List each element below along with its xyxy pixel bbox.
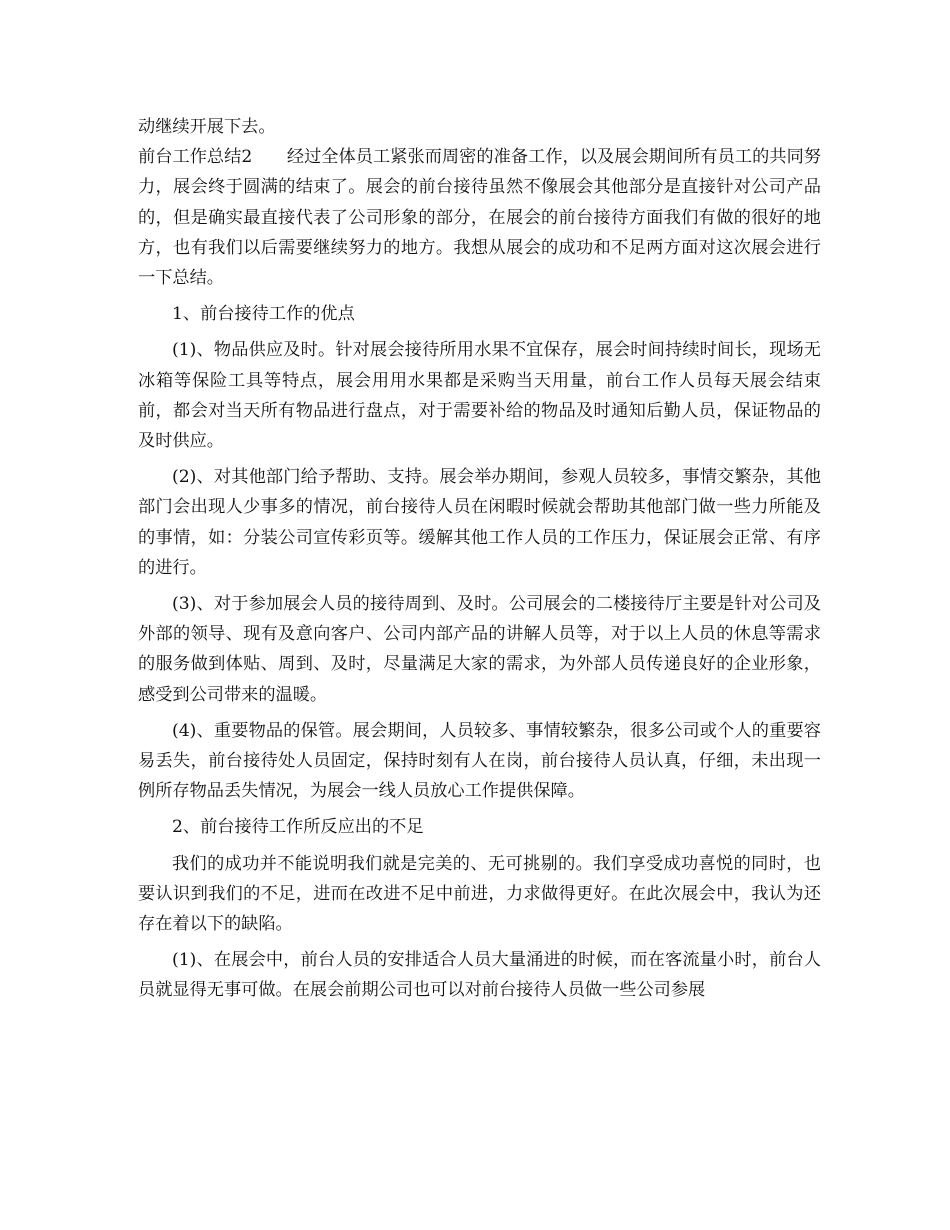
paragraph-advantage-1: (1)、物品供应及时。针对展会接待所用水果不宜保存，展会时间持续时间长，现场无冰箱等保险工具等特点，展会用用水果都是采购当天用量，前台工作人员每天展会结束前，都会对当天所有物品进行盘点，对于需要补给的物品及时通知后勤人员，保证物品的及时供应。 bbox=[138, 340, 821, 452]
heading-shortcomings: 2、前台接待工作所反应出的不足 bbox=[172, 817, 424, 838]
paragraph-summary-intro: 前台工作总结2 经过全体员工紧张而周密的准备工作，以及展会期间所有员工的共同努力，展会终于圆满的结束了。展会的前台接待虽然不像展会其他部分是直接针对公司产品的，但是确实最直接代表了公司形象的部分，在展会的前台接待方面我们有做的很好的地方，也有我们以后需要继续努力的地方。我想从展会的成功和不足两方面对这次展会进行一下总结。 bbox=[138, 147, 821, 289]
paragraph-advantage-4: (4)、重要物品的保管。展会期间，人员较多、事情较繁杂，很多公司或个人的重要容易丢失，前台接待处人员固定，保持时刻有人在岗，前台接待人员认真，仔细，未出现一例所存物品丢失情况，为展会一线人员放心工作提供保障。 bbox=[138, 720, 821, 802]
paragraph-shortcomings-intro: 我们的成功并不能说明我们就是完美的、无可挑剔的。我们享受成功喜悦的同时，也要认识到我们的不足，进而在改进不足中前进，力求做得更好。在此次展会中，我认为还存在着以下的缺陷。 bbox=[138, 853, 821, 935]
paragraph-shortcoming-1: (1)、在展会中，前台人员的安排适合人员大量涌进的时候，而在客流量小时，前台人员就显得无事可做。在展会前期公司也可以对前台接待人员做一些公司参展 bbox=[138, 950, 821, 1001]
paragraph-advantage-3: (3)、对于参加展会人员的接待周到、及时。公司展会的二楼接待厅主要是针对公司及外部的领导、现有及意向客户、公司内部产品的讲解人员等，对于以上人员的休息等需求的服务做到体贴、周到、及时，尽量满足大家的需求，为外部人员传递良好的企业形象，感受到公司带来的温暖。 bbox=[138, 594, 821, 705]
document-body bbox=[138, 112, 821, 1006]
paragraph-continuation: 动继续开展下去。 bbox=[138, 117, 276, 137]
paragraph-advantage-2: (2)、对其他部门给予帮助、支持。展会举办期间，参观人员较多，事情交繁杂，其他部门会出现人少事多的情况，前台接待人员在闲暇时候就会帮助其他部门做一些力所能及的事情，如：分装公司宣传彩页等。缓解其他工作人员的工作压力，保证展会正常、有序的进行。 bbox=[138, 467, 821, 578]
heading-advantages: 1、前台接待工作的优点 bbox=[172, 304, 355, 325]
